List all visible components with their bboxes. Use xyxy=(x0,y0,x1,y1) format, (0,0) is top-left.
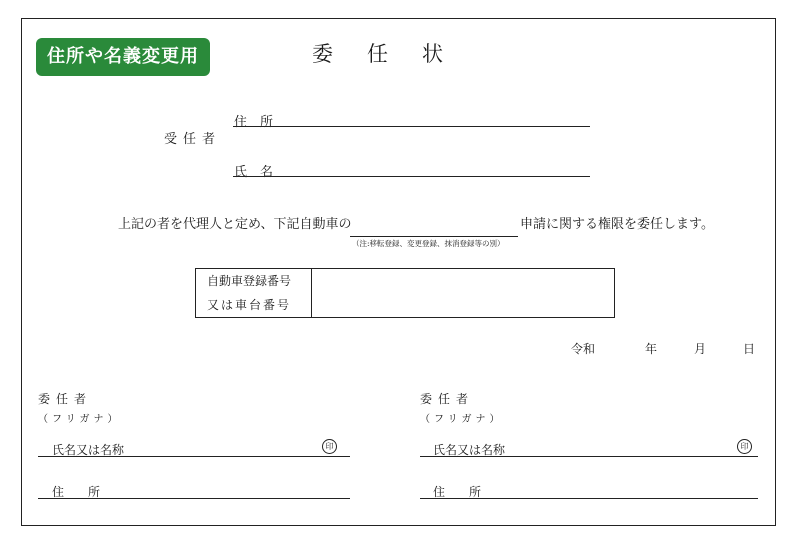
trustee-name-line[interactable] xyxy=(233,176,590,177)
delegator-left-name-line[interactable] xyxy=(38,456,350,457)
trustee-address-line[interactable] xyxy=(233,126,590,127)
delegator-right-seal-icon: 印 xyxy=(737,439,752,454)
delegator-left-address-line[interactable] xyxy=(38,498,350,499)
document-title: 委任状 xyxy=(312,42,477,66)
date-day: 日 xyxy=(743,342,756,356)
delegator-left-address-label: 住 所 xyxy=(52,485,101,499)
delegator-right-furigana: （フリガナ） xyxy=(420,414,504,425)
delegator-right-name-line[interactable] xyxy=(420,456,758,457)
delegator-right-address-label: 住 所 xyxy=(433,485,482,499)
delegator-left-furigana: （フリガナ） xyxy=(38,414,122,425)
chassis-number-label: 又は車台番号 xyxy=(207,298,292,312)
trustee-address-label: 住 所 xyxy=(234,115,274,130)
delegator-left-name-label: 氏名又は名称 xyxy=(52,443,125,457)
usage-badge: 住所や名義変更用 xyxy=(36,38,210,76)
date-year: 年 xyxy=(645,342,658,356)
date-era: 令和 xyxy=(571,342,596,356)
statement-after: 申請に関する権限を委任します。 xyxy=(520,217,714,232)
registration-number-label: 自動車登録番号 xyxy=(207,274,292,288)
date-month: 月 xyxy=(694,342,707,356)
delegator-right-name-label: 氏名又は名称 xyxy=(433,443,506,457)
delegator-right-label: 委任者 xyxy=(420,392,475,406)
trustee-label: 受任者 xyxy=(164,132,222,147)
delegator-left-seal-icon: 印 xyxy=(322,439,337,454)
vehicle-number-field[interactable] xyxy=(312,270,613,316)
application-type-line[interactable] xyxy=(350,236,518,237)
trustee-name-label: 氏 名 xyxy=(234,165,274,180)
application-type-note: （注:移転登録、変更登録、抹消登録等の別） xyxy=(352,239,505,248)
delegator-left-label: 委任者 xyxy=(38,392,93,406)
statement-before: 上記の者を代理人と定め、下記自動車の xyxy=(118,217,352,232)
delegator-right-address-line[interactable] xyxy=(420,498,758,499)
